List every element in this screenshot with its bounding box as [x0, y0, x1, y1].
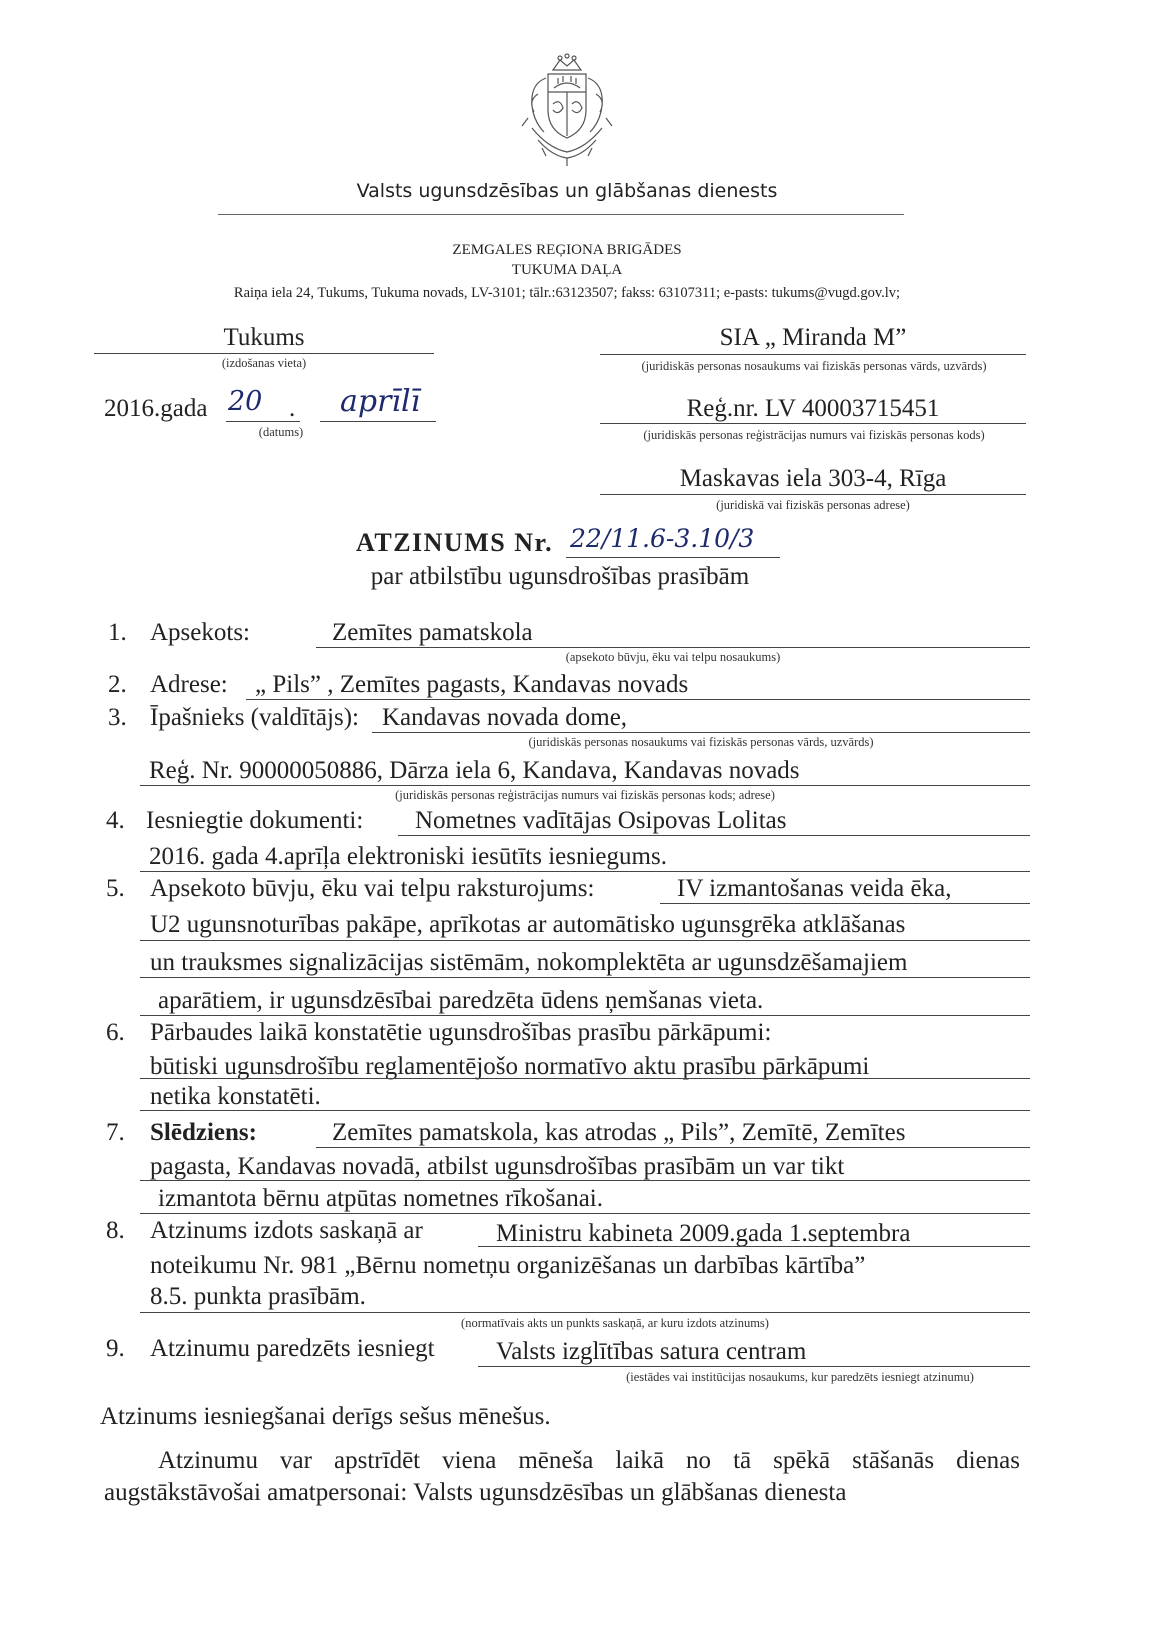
item-1-caption: (apsekoto būvju, ēku vai telpu nosaukums): [565, 650, 781, 664]
item-9-label: Atzinumu paredzēts iesniegt: [150, 1335, 435, 1362]
item-7-value-2: pagasta, Kandavas novadā, atbilst ugunsdrošības prasībām un var tikt: [150, 1153, 845, 1180]
service-name: Valsts ugunsdzēsības un glābšanas dienests: [356, 180, 778, 202]
item-8-caption: (normatīvais akts un punkts saskaņā, ar kuru izdots atzinums): [461, 1316, 769, 1330]
recipient-reg-line: [600, 423, 1026, 424]
recipient-reg: Reģ.nr. LV 40003715451: [686, 395, 940, 422]
item-3-value: Kandavas novada dome,: [382, 704, 628, 731]
item-5-value-1: IV izmantošanas veida ēka,: [677, 875, 952, 902]
item-3-caption-1: (juridiskās personas nosaukums vai fiziskās personas vārds, uzvārds): [528, 735, 874, 749]
item-5-value-4: aparātiem, ir ugunsdzēsībai paredzēta ūdens ņemšanas vieta.: [158, 987, 764, 1014]
recipient-address-line: [600, 494, 1026, 495]
item-7-line-2: [140, 1180, 1030, 1181]
recipient-name: SIA „ Miranda M”: [719, 324, 907, 351]
item-3-caption-2: (juridiskās personas reģistrācijas numurs vai fiziskās personas kods; adrese): [395, 788, 775, 802]
item-2-value: „ Pils” , Zemītes pagasts, Kandavas novads: [255, 671, 689, 698]
document-subtitle: par atbilstību ugunsdrošības prasībām: [370, 563, 750, 590]
item-2-number: 2.: [108, 671, 127, 698]
item-1-number: 1.: [108, 619, 127, 646]
issue-place-caption: (izdošanas vieta): [221, 356, 307, 370]
issue-month-line: [320, 421, 436, 422]
contact-line: Raiņa iela 24, Tukums, Tukuma novads, LV-3101; tālr.:63123507; fakss: 63107311; e-pasts: tukums@vugd.gov.lv;: [233, 285, 901, 301]
item-2-label: Adrese:: [150, 671, 228, 698]
item-3-line-1: [372, 732, 1030, 733]
issue-place: Tukums: [223, 324, 305, 351]
item-3-line-2: [140, 785, 1030, 786]
brigade-name: ZEMGALES REĢIONA BRIGĀDES: [452, 242, 682, 258]
item-7-line-3: [140, 1213, 1030, 1214]
item-3-number: 3.: [108, 704, 127, 731]
recipient-reg-caption: (juridiskās personas reģistrācijas numurs vai fiziskās personas kods): [643, 428, 985, 442]
item-7-label: Slēdziens:: [150, 1119, 257, 1146]
item-5-line-4: [140, 1015, 1030, 1016]
item-9-value: Valsts izglītības satura centram: [496, 1338, 807, 1365]
issue-dot: .: [289, 395, 296, 422]
item-5-number: 5.: [106, 875, 125, 902]
item-5-line-2: [140, 940, 1030, 941]
item-1-label: Apsekots:: [150, 619, 250, 646]
item-4-label: Iesniegtie dokumenti:: [146, 807, 364, 834]
item-7-number: 7.: [106, 1119, 125, 1146]
recipient-name-caption: (juridiskās personas nosaukums vai fiziskās personas vārds, uzvārds): [641, 359, 987, 373]
item-5-value-2: U2 ugunsnoturības pakāpe, aprīkotas ar automātisko ugunsgrēka atklāšanas: [150, 911, 906, 938]
item-1-value: Zemītes pamatskola: [332, 619, 533, 646]
item-6-line-2: [140, 1110, 1030, 1111]
appeal-text-line-2: augstākstāvošai amatpersonai: Valsts ugunsdzēsības un glābšanas dienesta: [104, 1479, 847, 1506]
item-3-label: Īpašnieks (valdītājs):: [150, 704, 359, 731]
item-4-value-2: 2016. gada 4.aprīļa elektroniski iesūtīts iesniegums.: [149, 843, 667, 870]
coat-of-arms-emblem: [508, 48, 626, 170]
recipient-name-line: [600, 354, 1026, 355]
issue-day: 20: [228, 386, 263, 417]
document-title: ATZINUMS Nr.: [356, 528, 554, 557]
item-8-value-3: 8.5. punkta prasībām.: [150, 1283, 366, 1310]
issue-place-line: [94, 353, 434, 354]
item-7-line-1: [316, 1147, 1030, 1148]
item-3-value-2: Reģ. Nr. 90000050886, Dārza iela 6, Kandava, Kandavas novads: [149, 757, 800, 784]
item-6-value-2: netika konstatēti.: [150, 1083, 321, 1110]
item-8-line-2: [140, 1312, 1030, 1313]
issue-year: 2016.gada: [104, 395, 208, 422]
validity-text: Atzinums iesniegšanai derīgs sešus mēnešus.: [100, 1403, 551, 1430]
item-8-value-2: noteikumu Nr. 981 „Bērnu nometņu organizēšanas un darbības kārtība”: [150, 1252, 866, 1279]
item-5-line-1: [660, 903, 1030, 904]
item-8-value-1: Ministru kabineta 2009.gada 1.septembra: [496, 1220, 911, 1247]
item-4-number: 4.: [106, 807, 125, 834]
document-number-line: [566, 557, 780, 558]
item-1-line: [316, 647, 1030, 648]
item-9-caption: (iestādes vai institūcijas nosaukums, kur paredzēts iesniegt atzinumu): [626, 1370, 974, 1384]
recipient-address: Maskavas iela 303-4, Rīga: [679, 465, 947, 492]
recipient-address-caption: (juridiskā vai fiziskās personas adrese): [716, 498, 910, 512]
document-number: 22/11.6-3.10/3: [570, 524, 755, 553]
issue-day-line: [226, 421, 300, 422]
header-divider: [218, 214, 904, 215]
item-5-line-3: [140, 977, 1030, 978]
item-6-number: 6.: [106, 1019, 125, 1046]
appeal-text-line-1: Atzinumu var apstrīdēt viena mēneša laikā no tā spēkā stāšanās dienas: [158, 1447, 1020, 1474]
item-2-line: [246, 699, 1030, 700]
item-7-value-1: Zemītes pamatskola, kas atrodas „ Pils”, Zemītē, Zemītes: [332, 1119, 906, 1146]
item-9-line: [478, 1366, 1030, 1367]
division-name: TUKUMA DAĻA: [511, 262, 623, 278]
item-4-value-1: Nometnes vadītājas Osipovas Lolitas: [415, 807, 787, 834]
item-4-line-1: [398, 835, 1030, 836]
item-8-line-1: [478, 1246, 1030, 1247]
item-6-line-1: [140, 1078, 1030, 1079]
item-5-value-3: un trauksmes signalizācijas sistēmām, nokomplektēta ar ugunsdzēšamajiem: [150, 949, 908, 976]
item-8-label: Atzinums izdots saskaņā ar: [150, 1217, 423, 1244]
issue-month: aprīlī: [340, 384, 421, 419]
item-5-label: Apsekoto būvju, ēku vai telpu raksturojums:: [150, 875, 595, 902]
item-7-value-3: izmantota bērnu atpūtas nometnes rīkošanai.: [158, 1185, 604, 1212]
issue-date-caption: (datums): [258, 425, 304, 439]
item-6-label: Pārbaudes laikā konstatētie ugunsdrošības prasību pārkāpumi:: [150, 1019, 772, 1046]
item-6-value-1: būtiski ugunsdrošību reglamentējošo normatīvo aktu prasību pārkāpumi: [150, 1053, 870, 1080]
item-9-number: 9.: [106, 1335, 125, 1362]
item-8-number: 8.: [106, 1217, 125, 1244]
item-4-line-2: [140, 871, 1030, 872]
